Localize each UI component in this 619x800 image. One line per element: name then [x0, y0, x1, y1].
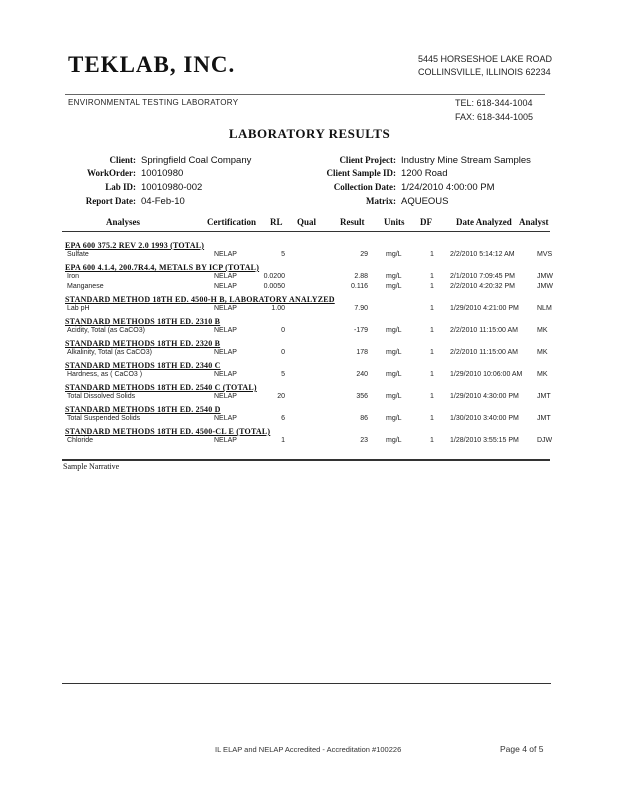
date-analyzed-cell: 2/2/2010 4:20:32 PM — [450, 283, 515, 290]
date-analyzed-cell: 1/29/2010 4:21:00 PM — [450, 305, 519, 312]
workorder-label: WorkOrder: — [87, 168, 136, 178]
page-number: Page 4 of 5 — [500, 744, 544, 754]
date-analyzed-cell: 2/1/2010 7:09:45 PM — [450, 273, 515, 280]
analysis-name: Sulfate — [67, 251, 89, 258]
labid-value: 10010980-002 — [141, 182, 203, 193]
telephone: TEL: 618-344-1004 — [455, 98, 533, 108]
df-cell: 1 — [430, 273, 434, 280]
rl-cell: 0.0050 — [263, 283, 285, 290]
result-cell: 178 — [356, 349, 368, 356]
result-cell: 86 — [360, 415, 368, 422]
rl-cell: 0 — [281, 327, 285, 334]
reportdate-value: 04-Feb-10 — [141, 196, 185, 207]
result-cell: -179 — [353, 327, 368, 334]
df-cell: 1 — [430, 393, 434, 400]
df-cell: 1 — [430, 327, 434, 334]
certification-cell: NELAP — [214, 415, 237, 422]
date-analyzed-cell: 2/2/2010 11:15:00 AM — [450, 327, 518, 334]
reportdate-label: Report Date: — [85, 196, 136, 206]
table-bottom-rule — [62, 459, 550, 461]
rl-cell: 5 — [281, 371, 285, 378]
certification-cell: NELAP — [214, 393, 237, 400]
df-cell: 1 — [430, 283, 434, 290]
analysis-name: Iron — [67, 273, 80, 280]
result-cell: 356 — [356, 393, 368, 400]
date-analyzed-cell: 2/2/2010 5:14:12 AM — [450, 251, 515, 258]
company-name: TEKLAB, INC. — [68, 52, 236, 77]
table-top-rule — [62, 231, 550, 232]
units-cell: mg/L — [386, 415, 402, 422]
certification-cell: NELAP — [214, 273, 237, 280]
df-cell: 1 — [430, 415, 434, 422]
col-result: Result — [340, 217, 365, 227]
col-rl: RL — [270, 217, 283, 227]
analyst-cell: JMW — [537, 273, 553, 280]
result-cell: 240 — [356, 371, 368, 378]
fax: FAX: 618-344-1005 — [455, 112, 534, 122]
section-title: EPA 600 4.1.4, 200.7R4.4, METALS BY ICP (TOTAL) — [65, 263, 260, 272]
section-title: STANDARD METHOD 18TH ED. 4500-H B, LABORATORY ANALYZED — [65, 295, 335, 304]
rl-cell: 1 — [281, 437, 285, 444]
labid-label: Lab ID: — [105, 182, 136, 192]
matrix-label: Matrix: — [366, 196, 396, 206]
rl-cell: 0 — [281, 349, 285, 356]
section-title: STANDARD METHODS 18TH ED. 2340 C — [65, 361, 221, 370]
analysis-name: Alkalinity, Total (as CaCO3) — [67, 349, 152, 356]
analyst-cell: MVS — [537, 251, 553, 258]
rl-cell: 5 — [281, 251, 285, 258]
col-units: Units — [384, 217, 405, 227]
units-cell: mg/L — [386, 327, 402, 334]
df-cell: 1 — [430, 371, 434, 378]
units-cell: mg/L — [386, 273, 402, 280]
department-name: ENVIRONMENTAL TESTING LABORATORY — [68, 98, 239, 107]
units-cell: mg/L — [386, 371, 402, 378]
date-analyzed-cell: 1/29/2010 4:30:00 PM — [450, 393, 519, 400]
accreditation-note: IL ELAP and NELAP Accredited - Accreditation #100226 — [215, 745, 402, 754]
collection-label: Collection Date: — [333, 182, 396, 192]
analysis-name: Acidity, Total (as CaCO3) — [67, 327, 145, 334]
client-label: Client: — [109, 155, 136, 165]
units-cell: mg/L — [386, 283, 402, 290]
result-cell: 7.90 — [354, 305, 368, 312]
df-cell: 1 — [430, 437, 434, 444]
analyst-cell: DJW — [537, 437, 553, 444]
certification-cell: NELAP — [214, 371, 237, 378]
col-qual: Qual — [297, 217, 317, 227]
col-analyses: Analyses — [106, 217, 141, 227]
certification-cell: NELAP — [214, 283, 237, 290]
col-certification: Certification — [207, 217, 256, 227]
sample-narrative: Sample Narrative — [63, 462, 120, 471]
certification-cell: NELAP — [214, 305, 237, 312]
result-cell: 2.88 — [354, 273, 368, 280]
analysis-name: Chloride — [67, 437, 94, 444]
certification-cell: NELAP — [214, 437, 237, 444]
client-value: Springfield Coal Company — [141, 155, 252, 166]
certification-cell: NELAP — [214, 327, 237, 334]
section-title: STANDARD METHODS 18TH ED. 4500-CL E (TOTAL) — [65, 427, 271, 436]
units-cell: mg/L — [386, 251, 402, 258]
header-divider — [65, 94, 545, 95]
rl-cell: 1.00 — [271, 305, 285, 312]
date-analyzed-cell: 1/29/2010 10:06:00 AM — [450, 371, 523, 378]
project-label: Client Project: — [339, 155, 396, 165]
analysis-name: Total Dissolved Solids — [67, 393, 136, 400]
analyst-cell: NLM — [537, 305, 552, 312]
footer-rule — [62, 683, 551, 684]
analyst-cell: JMT — [537, 393, 551, 400]
sampleid-label: Client Sample ID: — [326, 168, 396, 178]
rl-cell: 20 — [277, 393, 285, 400]
analyst-cell: MK — [537, 371, 548, 378]
analyst-cell: MK — [537, 327, 548, 334]
sampleid-value: 1200 Road — [401, 168, 448, 179]
workorder-value: 10010980 — [141, 168, 184, 179]
df-cell: 1 — [430, 349, 434, 356]
analysis-name: Lab pH — [67, 305, 90, 312]
date-analyzed-cell: 1/30/2010 3:40:00 PM — [450, 415, 519, 422]
analysis-name: Total Suspended Solids — [67, 415, 141, 422]
section-title: STANDARD METHODS 18TH ED. 2540 D — [65, 405, 221, 414]
rl-cell: 0.0200 — [263, 273, 285, 280]
matrix-value: AQUEOUS — [401, 196, 449, 207]
date-analyzed-cell: 2/2/2010 11:15:00 AM — [450, 349, 518, 356]
rl-cell: 6 — [281, 415, 285, 422]
analyst-cell: JMT — [537, 415, 551, 422]
result-cell: 23 — [360, 437, 368, 444]
df-cell: 1 — [430, 305, 434, 312]
units-cell: mg/L — [386, 393, 402, 400]
result-cell: 29 — [360, 251, 368, 258]
certification-cell: NELAP — [214, 251, 237, 258]
collection-value: 1/24/2010 4:00:00 PM — [401, 182, 495, 193]
certification-cell: NELAP — [214, 349, 237, 356]
analysis-name: Hardness, as ( CaCO3 ) — [67, 371, 143, 378]
section-title: STANDARD METHODS 18TH ED. 2540 C (TOTAL) — [65, 383, 257, 392]
section-title: STANDARD METHODS 18TH ED. 2310 B — [65, 317, 221, 326]
col-analyst: Analyst — [519, 217, 549, 227]
section-title: STANDARD METHODS 18TH ED. 2320 B — [65, 339, 221, 348]
address-line-2: COLLINSVILLE, ILLINOIS 62234 — [418, 67, 551, 77]
date-analyzed-cell: 1/28/2010 3:55:15 PM — [450, 437, 519, 444]
units-cell: mg/L — [386, 437, 402, 444]
address-line-1: 5445 HORSESHOE LAKE ROAD — [418, 54, 553, 64]
col-date-analyzed: Date Analyzed — [456, 217, 512, 227]
col-df: DF — [420, 217, 432, 227]
section-title: EPA 600 375.2 REV 2.0 1993 (TOTAL) — [65, 241, 205, 250]
analysis-name: Manganese — [67, 283, 104, 290]
page-title: LABORATORY RESULTS — [228, 126, 391, 141]
project-value: Industry Mine Stream Samples — [401, 155, 531, 166]
df-cell: 1 — [430, 251, 434, 258]
result-cell: 0.116 — [351, 283, 368, 290]
analyst-cell: MK — [537, 349, 548, 356]
units-cell: mg/L — [386, 349, 402, 356]
analyst-cell: JMW — [537, 283, 553, 290]
